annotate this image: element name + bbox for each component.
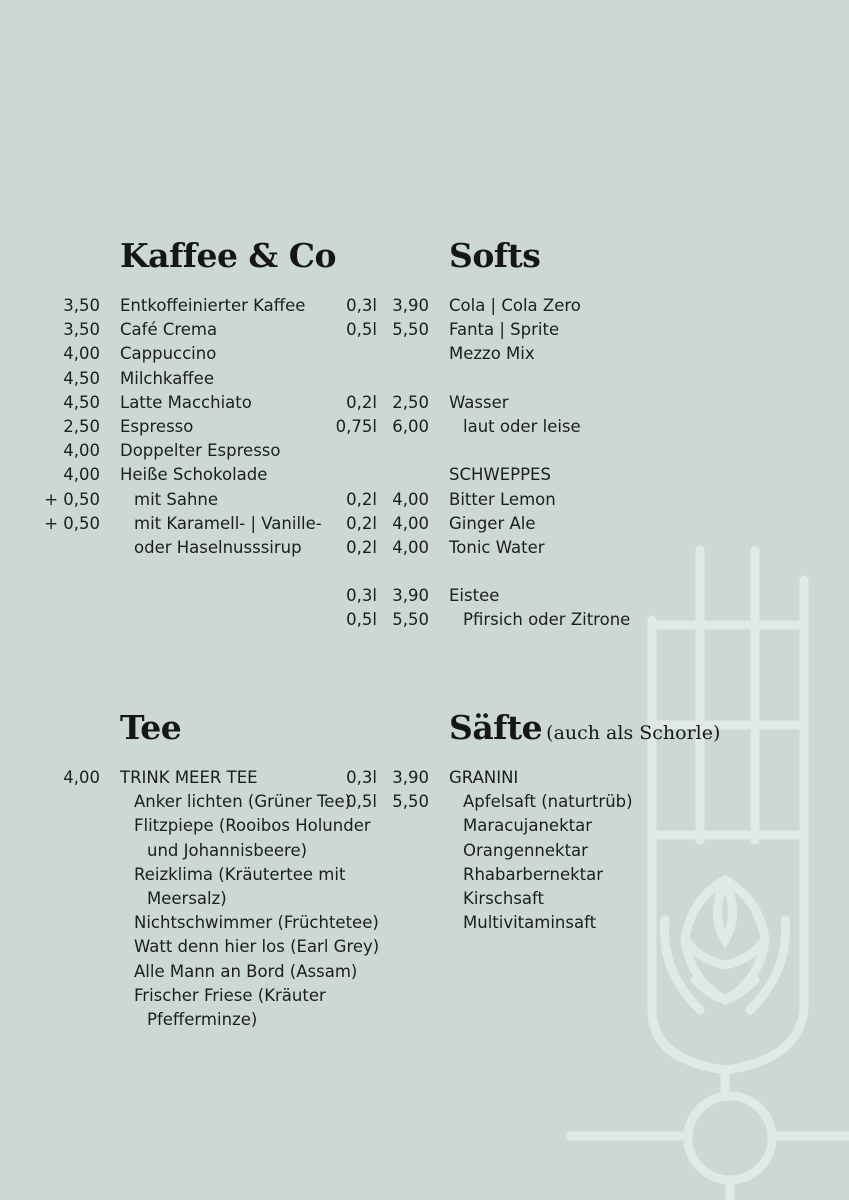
- item-name: Anker lichten (Grüner Tee): [134, 792, 352, 812]
- item-price: + 0,50: [44, 489, 100, 509]
- item-price: 4,00: [63, 441, 100, 461]
- item-name: mit Karamell- | Vanille-: [134, 513, 322, 533]
- item-name: Flitzpiepe (Rooibos Holunder: [134, 816, 371, 836]
- item-size: 0,2l: [346, 392, 377, 412]
- item-size: 0,2l: [346, 513, 377, 533]
- item-price: 4,00: [63, 768, 100, 787]
- item-name: Mezzo Mix: [449, 344, 535, 364]
- item-size: 0,5l: [346, 610, 377, 630]
- item-price: 3,50: [63, 320, 100, 340]
- item-price: 3,90: [392, 768, 429, 787]
- item-name: Latte Macchiato: [120, 392, 252, 412]
- item-name: Apfelsaft (naturtrüb): [463, 792, 633, 812]
- item-price: 4,00: [392, 513, 429, 533]
- item-name: und Johannisbeere): [147, 840, 308, 860]
- section-softs: [335, 234, 749, 644]
- item-name: Bitter Lemon: [449, 489, 556, 509]
- item-name: Orangennektar: [463, 840, 588, 860]
- saefte-subtitle: (auch als Schorle): [546, 722, 721, 744]
- item-price: 4,50: [63, 392, 100, 412]
- item-size: 0,3l: [346, 768, 377, 787]
- item-name: Multivitaminsaft: [463, 913, 597, 933]
- section-saefte: [346, 706, 749, 946]
- section-title-softs: Softs: [449, 236, 541, 275]
- item-name: Milchkaffee: [120, 368, 214, 388]
- item-name: Eistee: [449, 586, 500, 606]
- item-size: 0,5l: [346, 792, 377, 812]
- item-name: Doppelter Espresso: [120, 441, 281, 461]
- section-tee: [63, 706, 420, 1046]
- item-name: oder Haselnusssirup: [134, 537, 302, 557]
- item-size: 0,2l: [346, 489, 377, 509]
- item-name: Fanta | Sprite: [449, 320, 560, 340]
- item-size: 0,5l: [346, 320, 377, 340]
- item-name: Watt denn hier los (Earl Grey): [134, 937, 380, 957]
- item-name: Maracujanektar: [463, 816, 592, 836]
- item-name: Wasser: [449, 392, 509, 412]
- section-title-saefte: [449, 706, 749, 750]
- item-price: 4,00: [63, 465, 100, 485]
- item-price: 3,90: [392, 296, 429, 315]
- item-size: 0,3l: [346, 296, 377, 315]
- item-price: 4,00: [392, 537, 429, 557]
- item-name: Cappuccino: [120, 344, 217, 364]
- item-price: 5,50: [392, 320, 429, 340]
- item-price: 5,50: [392, 792, 429, 812]
- item-price: 4,50: [63, 368, 100, 388]
- item-name: Heiße Schokolade: [120, 465, 268, 485]
- item-price: + 0,50: [44, 513, 100, 533]
- item-name: Rhabarbernektar: [463, 864, 604, 884]
- item-price: 6,00: [392, 416, 429, 436]
- item-price: 3,50: [63, 296, 100, 315]
- item-name: Pfefferminze): [147, 1009, 258, 1029]
- item-name: Nichtschwimmer (Früchtetee): [134, 913, 379, 933]
- item-size: 0,75l: [335, 416, 377, 436]
- item-name: mit Sahne: [134, 489, 219, 509]
- item-name: Café Crema: [120, 320, 218, 340]
- section-title-tee: Tee: [120, 708, 182, 747]
- item-name: laut oder leise: [463, 416, 581, 436]
- item-size: 0,2l: [346, 537, 377, 557]
- item-size: 0,3l: [346, 586, 377, 606]
- item-name: Cola | Cola Zero: [449, 296, 581, 315]
- saefte-title: Säfte: [449, 708, 543, 747]
- item-name: Meersalz): [147, 888, 227, 908]
- item-name: Entkoffeinierter Kaffee: [120, 296, 306, 315]
- item-name: Frischer Friese (Kräuter: [134, 985, 326, 1005]
- item-name: Reizklima (Kräutertee mit: [134, 864, 346, 884]
- item-name: Tonic Water: [449, 537, 545, 557]
- section-title-kaffee: Kaffee & Co: [120, 236, 336, 275]
- item-name: Pfirsich oder Zitrone: [463, 610, 631, 630]
- item-name: Alle Mann an Bord (Assam): [134, 961, 358, 981]
- item-name: GRANINI: [449, 768, 519, 787]
- item-price: 2,50: [392, 392, 429, 412]
- item-price: 3,90: [392, 586, 429, 606]
- item-name: SCHWEPPES: [449, 465, 551, 485]
- item-name: TRINK MEER TEE: [120, 768, 258, 787]
- item-price: 2,50: [63, 416, 100, 436]
- item-price: 4,00: [63, 344, 100, 364]
- item-name: Kirschsaft: [463, 888, 545, 908]
- item-name: Ginger Ale: [449, 513, 536, 533]
- item-price: 4,00: [392, 489, 429, 509]
- item-name: Espresso: [120, 416, 194, 436]
- item-price: 5,50: [392, 610, 429, 630]
